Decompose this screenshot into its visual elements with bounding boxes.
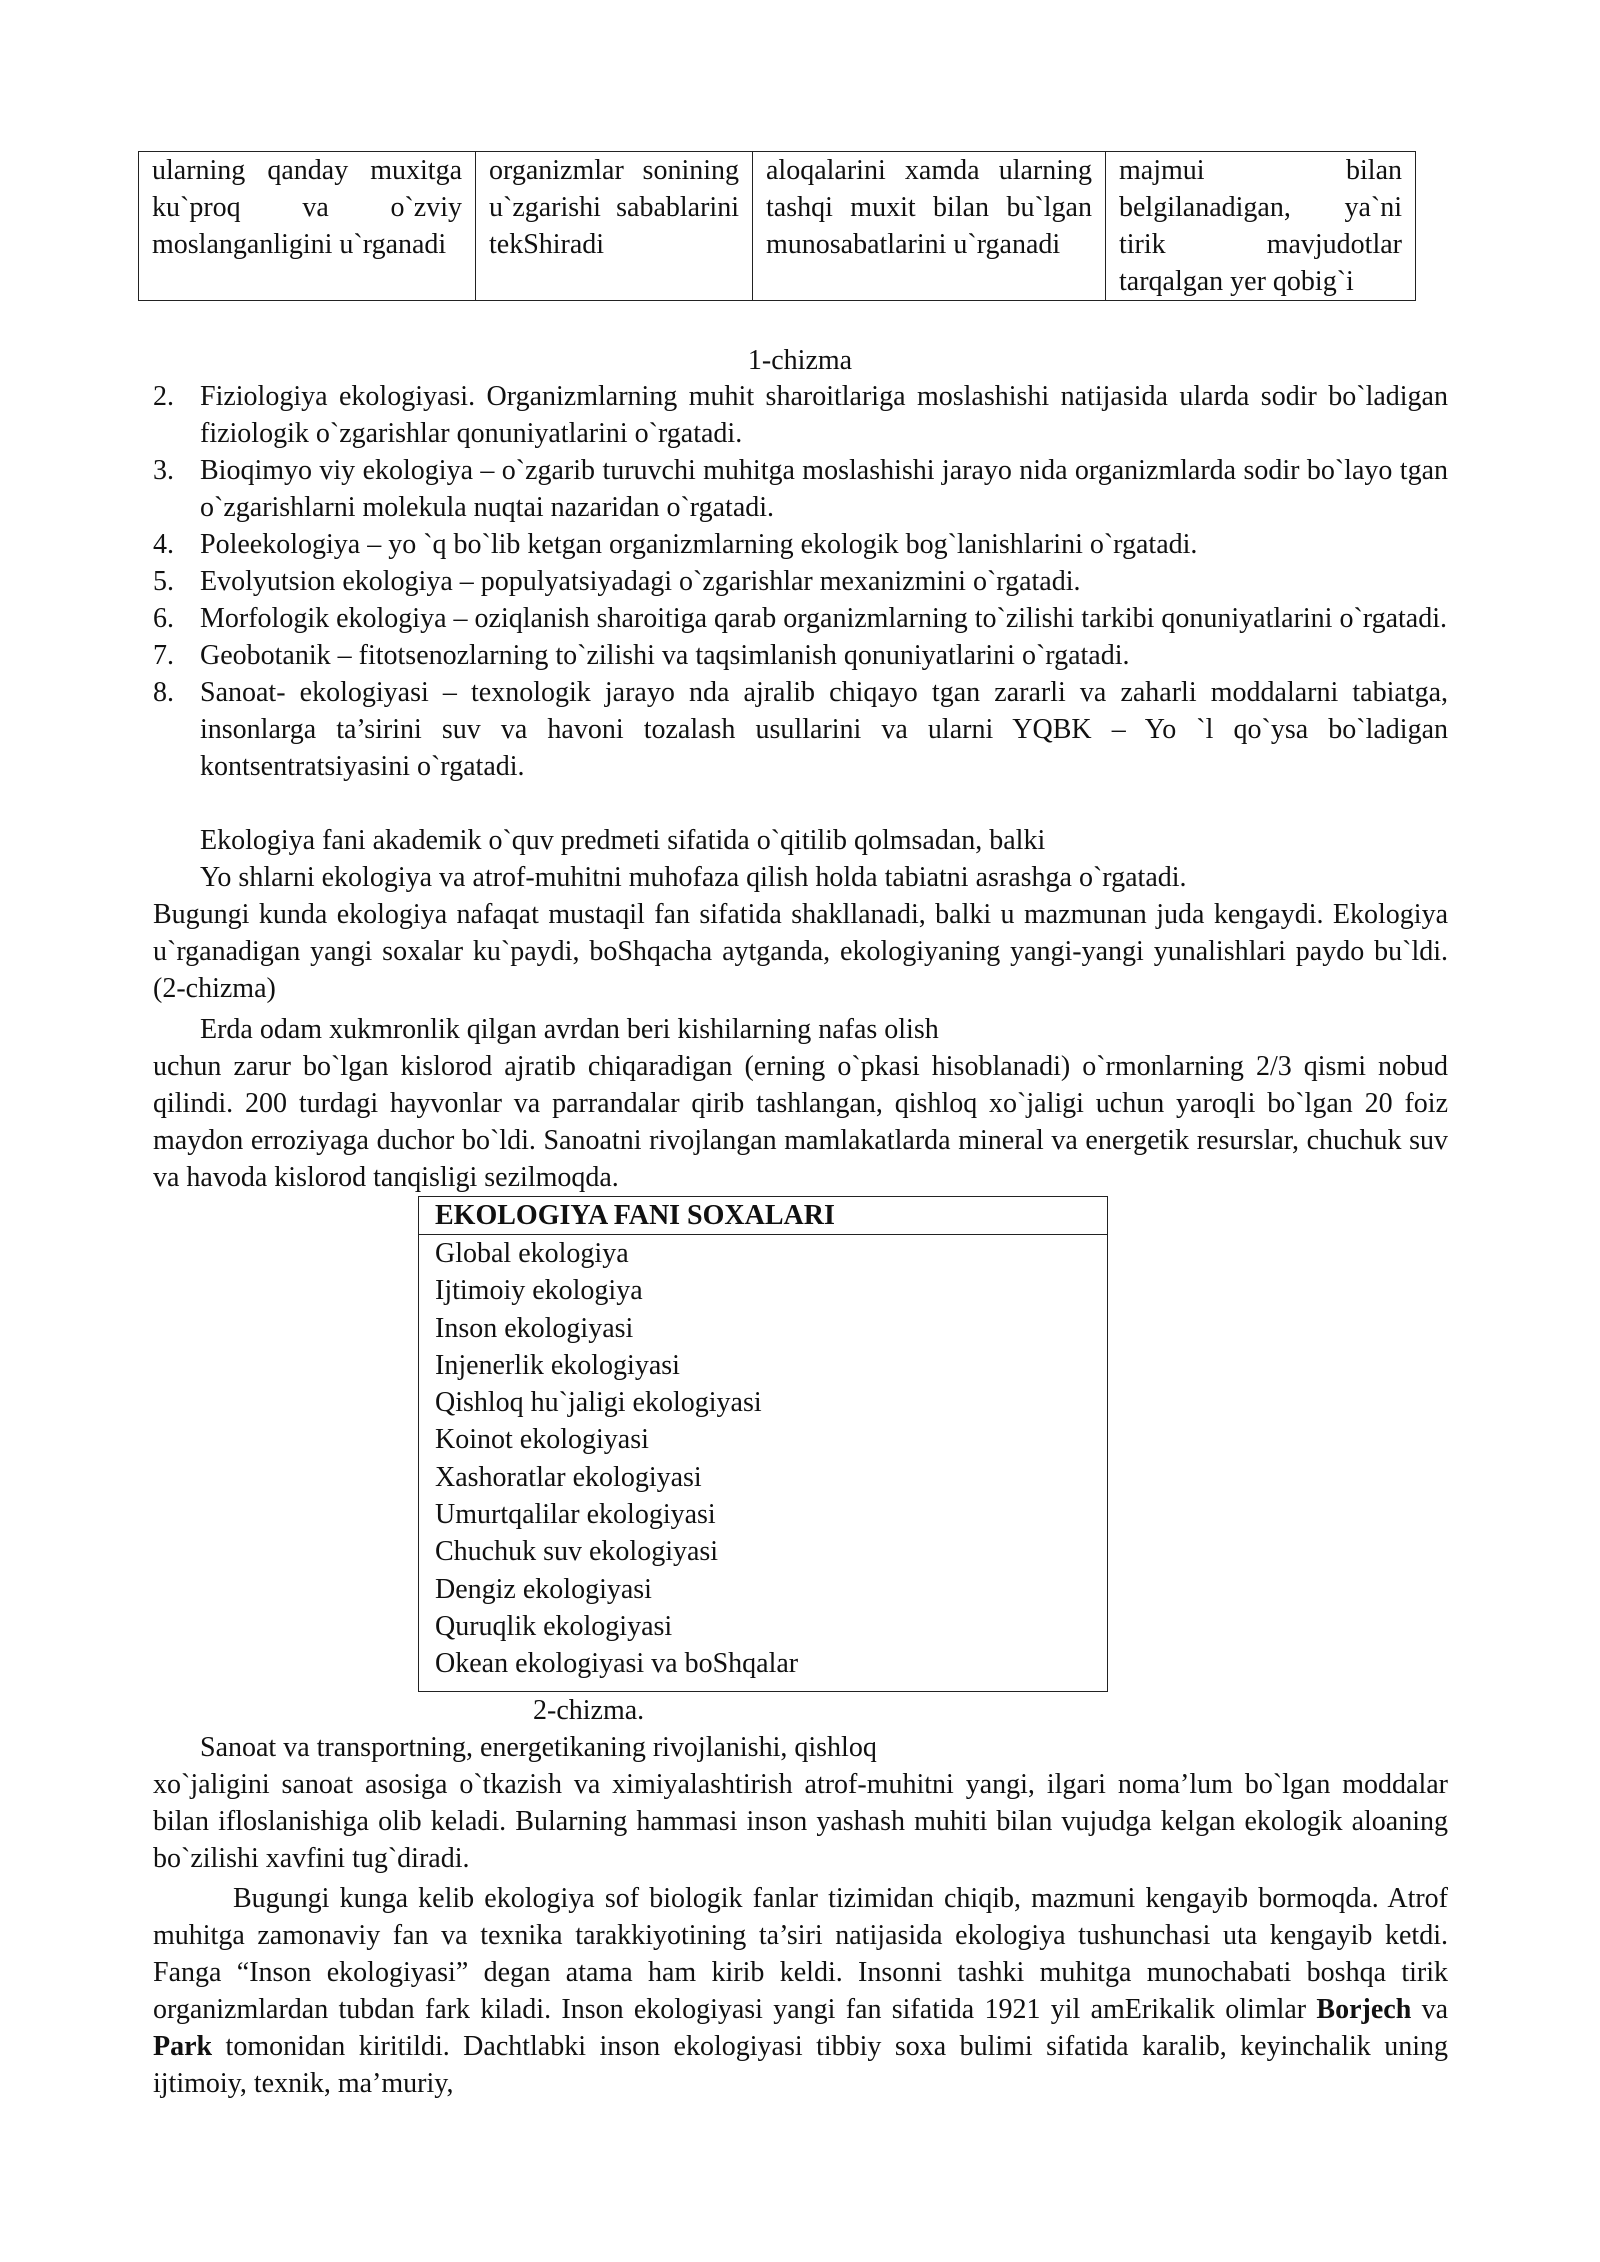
list-item: Okean ekologiyasi va boShqalar: [435, 1648, 799, 1680]
list-number: 3.: [153, 455, 174, 486]
list-text: Geobotanik – fitotsenozlarning to`zilishi va taqsimlanish qonuniyatlarini o`rgatadi.: [200, 640, 1130, 671]
list-item: Umurtqalilar ekologiyasi: [435, 1499, 716, 1531]
list-item: Ijtimoiy ekologiya: [435, 1275, 643, 1307]
list-text: Sanoat- ekologiyasi – texnologik jarayo nda ajralib chiqayo tgan zararli va zaharli moddalarni tabiatga, insonlarga ta’sirini suv va havoni tozalash usullarini va ularni YQBK – Yo `l qo`ysa bo`ladigan kontsentratsiyasini o`rgatadi.: [200, 677, 1448, 782]
paragraph: Bugungi kunda ekologiya nafaqat mustaqil fan sifatida shakllanadi, balki u mazmunan juda kengaydi. Ekologiya u`rganadigan yangi soxalar ku`paydi, boShqacha aytganda, ekologiyaning yangi-yangi yunalishlari paydo bu`ldi.(2-chizma): [153, 899, 1448, 1004]
list-text: Bioqimyo viy ekologiya – o`zgarib turuvchi muhitga moslashishi jarayo nida organizmlarda sodir bo`layo tgan o`zgarishlarni molekula nuqtai nazaridan o`rgatadi.: [200, 455, 1448, 523]
list-item: Xashoratlar ekologiyasi: [435, 1461, 702, 1493]
list-item: Quruqlik ekologiyasi: [435, 1610, 673, 1642]
list-text: Poleekologiya – yo `q bo`lib ketgan organizmlarning ekologik bog`lanishlarini o`rgatadi.: [200, 529, 1198, 560]
box-list: [419, 1235, 1107, 1683]
list-text: Evolyutsion ekologiya – populyatsiyadagi o`zgarishlar mexanizmini o`rgatadi.: [200, 566, 1081, 597]
list-number: 6.: [153, 603, 174, 634]
figure-caption-1: 1-chizma: [747, 345, 853, 376]
paragraph-text: tomonidan kiritildi. Dachtlabki inson ekologiyasi tibbiy soxa bulimi sifatida karalib, keyinchalik uning ijtimoiy, texnik, ma’muriy,: [153, 2031, 1448, 2099]
paragraph: Yo shlarni ekologiya va atrof-muhitni muhofaza qilish holda tabiatni asrashga o`rgatadi.: [200, 862, 1187, 893]
list-item: [153, 378, 1448, 452]
list-item: Global ekologiya: [435, 1238, 629, 1269]
ecology-branches-box: [418, 1196, 1108, 1692]
list-item: [153, 452, 1448, 526]
list-item: Injenerlik ekologiyasi: [435, 1349, 680, 1381]
author-name: Borjech: [1316, 1994, 1412, 2025]
table-cell: organizmlar sonining u`zgarishi sabablarini tekShiradi: [476, 152, 753, 301]
paragraph: Sanoat va transportning, energetikaning rivojlanishi, qishloq: [200, 1732, 877, 1763]
list-item: [153, 637, 1448, 674]
table-cell: aloqalarini xamda ularning tashqi muxit bilan bu`lgan munosabatlarini u`rganadi: [753, 152, 1106, 301]
list-item: Chuchuk suv ekologiyasi: [435, 1536, 719, 1568]
list-item: Inson ekologiyasi: [435, 1312, 634, 1344]
paragraph: Ekologiya fani akademik o`quv predmeti sifatida o`qitilib qolmsadan, balki: [200, 825, 1046, 856]
list-item: Dengiz ekologiyasi: [435, 1573, 652, 1605]
table-cell: majmui bilan belgilanadigan, ya`ni tirik mavjudotlar tarqalgan yer qobig`i: [1106, 152, 1416, 301]
list-item: Koinot ekologiyasi: [435, 1424, 649, 1456]
paragraph: [153, 1880, 1448, 2102]
list-item: [153, 674, 1448, 785]
paragraph: uchun zarur bo`lgan kislorod ajratib chiqaradigan (erning o`pkasi hisoblanadi) o`rmonlarning 2/3 qismi nobud qilindi. 200 turdagi hayvonlar va parrandalar qirib tashlangan, qishloq xo`jaligi uchun yaroqli bo`lgan 20 foiz maydon erroziyaga duchor bo`ldi. Sanoatni rivojlangan mamlakatlarda mineral va energetik resurslar, chuchuk suv va havoda kislorod tanqisligi sezilmoqda.: [153, 1051, 1448, 1193]
list-number: 2.: [153, 381, 174, 412]
list-number: 5.: [153, 566, 174, 597]
figure-caption-2: 2-chizma.: [533, 1695, 645, 1726]
list-text: Morfologik ekologiya – oziqlanish sharoitiga qarab organizmlarning to`zilishi tarkibi qonuniyatlarini o`rgatadi.: [200, 603, 1448, 634]
paragraph: xo`jaligini sanoat asosiga o`tkazish va ximiyalashtirish atrof-muhitni yangi, ilgari noma’lum bo`lgan moddalar bilan ifloslanishiga olib keladi. Bularning hammasi inson yashash muhiti bilan vujudga kelgan ekologik aloaning bo`zilishi xavfini tug`diradi.: [153, 1769, 1448, 1874]
paragraph-text: Bugungi kunga kelib ekologiya sof biologik fanlar tizimidan chiqib, mazmuni kengayib bormoqda. Atrof muhitga zamonaviy fan va texnika tarakkiyotining ta’siri natijasida ekologiya tushunchasi uta kengayib ketdi. Fanga “Inson ekologiyasi” degan atama ham kirib keldi. Insonni tashki muhitga munochabati boshqa tirik organizmlardan tubdan fark kiladi. Inson ekologiyasi yangi fan sifatida 1921 yil amErikalik olimlar: [153, 1883, 1448, 2025]
list-number: 7.: [153, 640, 174, 671]
paragraph-text: va: [1411, 1994, 1448, 2025]
box-title: EKOLOGIYA FANI SOXALARI: [419, 1197, 1107, 1235]
paragraph: Erda odam xukmronlik qilgan avrdan beri kishilarning nafas olish: [200, 1014, 939, 1045]
list-item: [153, 600, 1448, 637]
list-item: [153, 526, 1448, 563]
list-number: 4.: [153, 529, 174, 560]
list-item: [153, 563, 1448, 600]
continuation-table: [138, 151, 1416, 301]
list-number: 8.: [153, 677, 174, 708]
table-cell: ularning qanday muxitga ku`proq va o`zviy moslanganligini u`rganadi: [139, 152, 476, 301]
author-name: Park: [153, 2031, 213, 2062]
list-item: Qishloq hu`jaligi ekologiyasi: [435, 1387, 762, 1419]
list-text: Fiziologiya ekologiyasi. Organizmlarning muhit sharoitlariga moslashishi natijasida ularda sodir bo`ladigan fiziologik o`zgarishlar qonuniyatlarini o`rgatadi.: [200, 381, 1448, 449]
branch-list: [153, 378, 1448, 785]
